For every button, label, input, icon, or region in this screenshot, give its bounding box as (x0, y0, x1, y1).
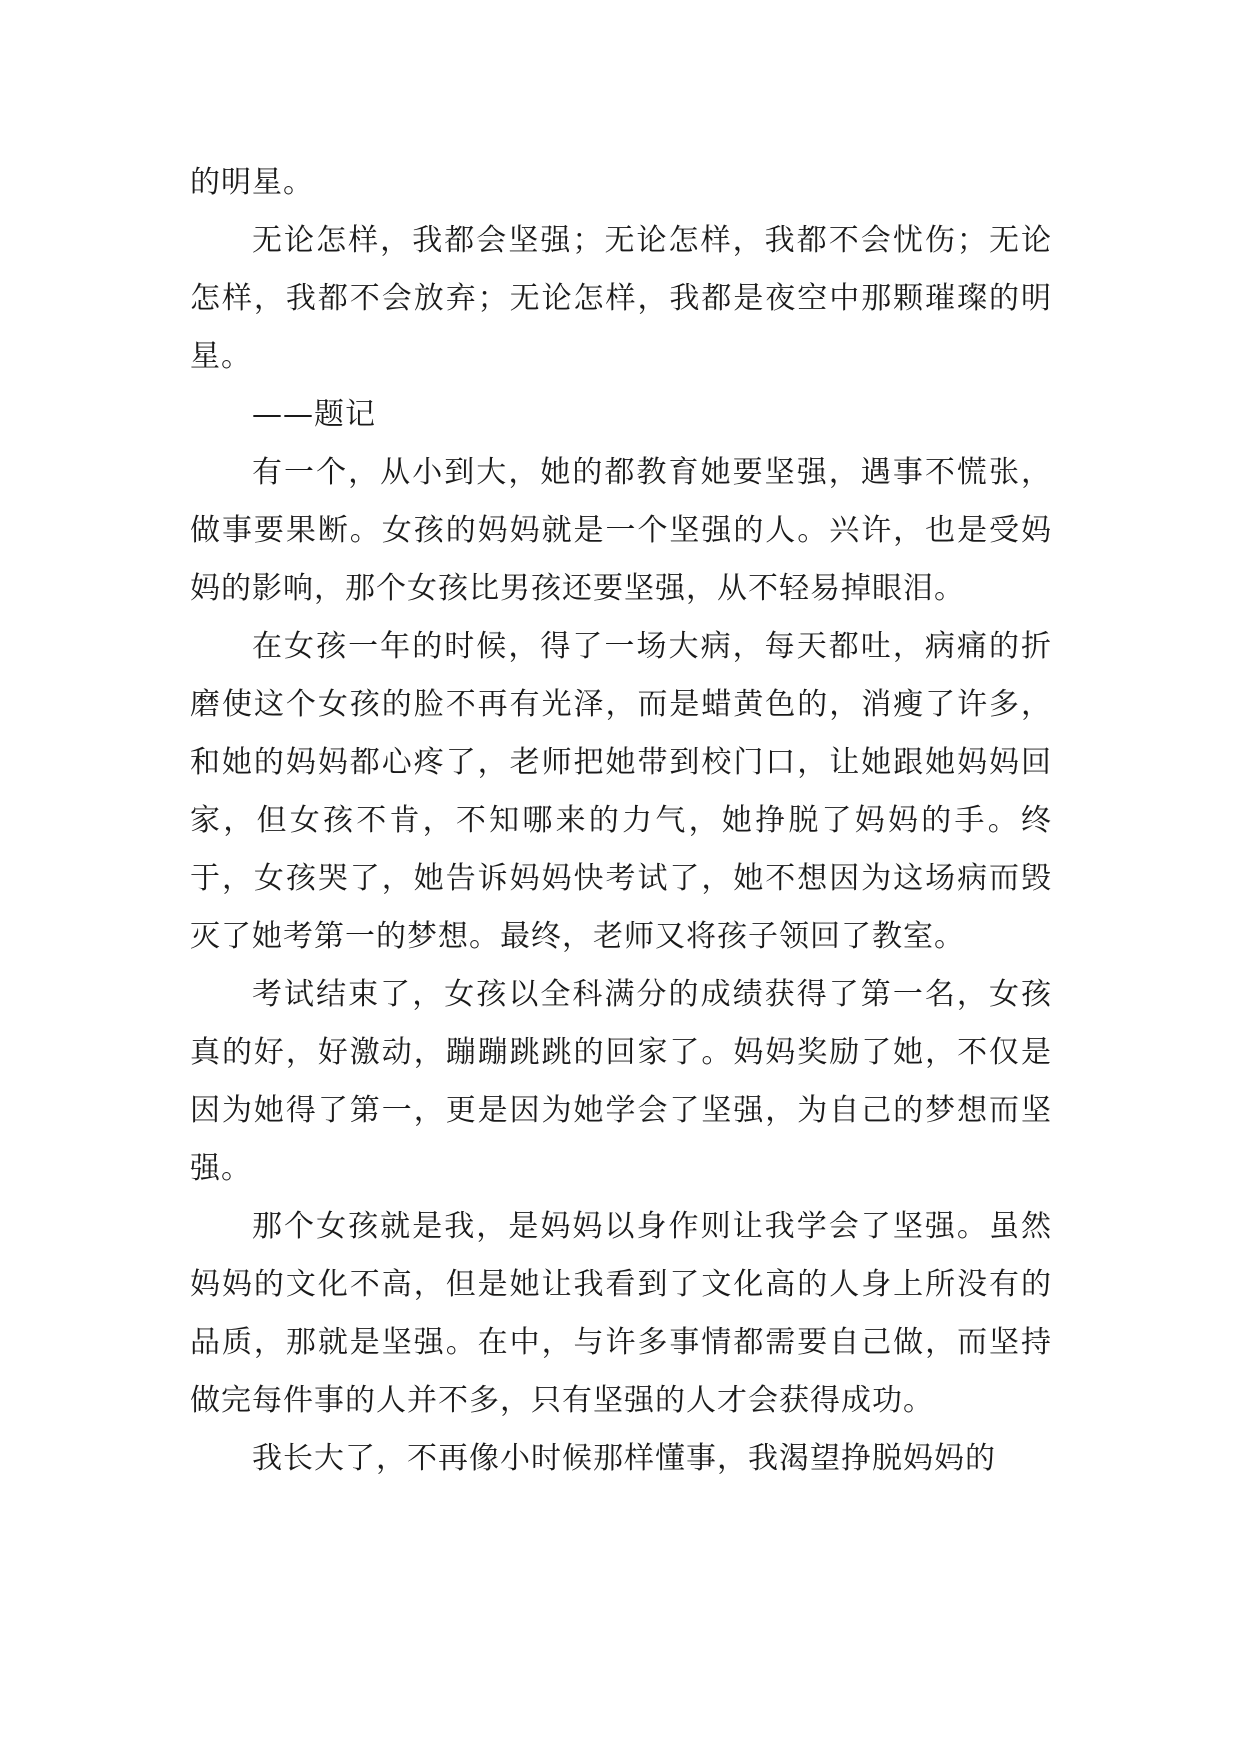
paragraph: 考试结束了，女孩以全科满分的成绩获得了第一名，女孩真的好，好激动，蹦蹦跳跳的回家了。妈妈奖励了她，不仅是因为她得了第一，更是因为她学会了坚强，为自己的梦想而坚强。 (190, 977, 1052, 1186)
paragraph: 那个女孩就是我，是妈妈以身作则让我学会了坚强。虽然妈妈的文化不高，但是她让我看到了文化高的人身上所没有的品质，那就是坚强。在中，与许多事情都需要自己做，而坚持做完每件事的人并不多，只有坚强的人才会获得成功。 (190, 1209, 1052, 1418)
paragraph: 在女孩一年的时候，得了一场大病，每天都吐，病痛的折磨使这个女孩的脸不再有光泽，而是蜡黄色的，消瘦了许多，和她的妈妈都心疼了，老师把她带到校门口，让她跟她妈妈回家，但女孩不肯，不知哪来的力气，她挣脱了妈妈的手。终于，女孩哭了，她告诉妈妈快考试了，她不想因为这场病而毁灭了她考第一的梦想。最终，老师又将孩子领回了教室。 (190, 629, 1052, 954)
paragraph-epigraph: 无论怎样，我都会坚强；无论怎样，我都不会忧伤；无论怎样，我都不会放弃；无论怎样，我都是夜空中那颗璀璨的明星。 (190, 223, 1052, 374)
document-body (190, 154, 1052, 1488)
paragraph: 我长大了，不再像小时候那样懂事，我渴望挣脱妈妈的 (252, 1441, 996, 1476)
epigraph-attribution: ——题记 (252, 397, 376, 432)
paragraph-continuation: 的明星。 (190, 165, 314, 200)
paragraph: 有一个，从小到大，她的都教育她要坚强，遇事不慌张，做事要果断。女孩的妈妈就是一个坚强的人。兴许，也是受妈妈的影响，那个女孩比男孩还要坚强，从不轻易掉眼泪。 (190, 455, 1052, 606)
